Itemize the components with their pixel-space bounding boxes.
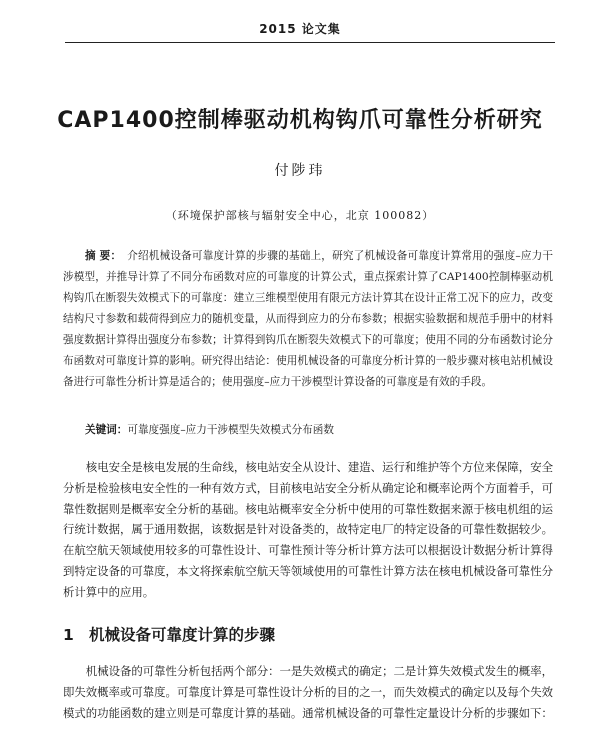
section-number: 1 — [63, 626, 74, 644]
abstract-label: 摘 要： — [85, 250, 122, 262]
keywords-label: 关键词： — [85, 424, 128, 436]
paper-affiliation: （环境保护部核与辐射安全中心，北京 100082） — [165, 209, 435, 222]
section-paragraph: 机械设备的可靠性分析包括两个部分：一是失效模式的确定；二是计算失效模式发生的概率，即失效概率或可靠度。可靠度计算是可靠性设计分析的目的之一，而失效模式的确定以及每个失效模式的功能函数的建立则是可靠度计算的基础。通常机械设备的可靠性定量设计分析的步骤如下： — [63, 664, 553, 720]
keywords-text: 可靠度强度–应力干涉模型失效模式分布函数 — [127, 424, 334, 436]
running-header: 2015 论文集 — [259, 22, 341, 36]
paper-author: 付陟玮 — [274, 163, 326, 179]
keywords-block — [63, 420, 553, 440]
section-heading — [63, 623, 553, 645]
abstract-text: 介绍机械设备可靠度计算的步骤的基础上，研究了机械设备可靠度计算常用的强度–应力干涉模型，并推导计算了不同分布函数对应的可靠度的计算公式，重点探索计算了CAP1400控制棒驱动机构钩爪在断裂失效模式下的可靠度：建立三维模型使用有限元方法计算其在设计正常工况下的应力，改变结构尺寸参数和载荷得到应力的随机变量，从而得到应力的分布参数；根据实验数据和规范手册中的材料强度数据计算得出强度分布参数；计算得到钩爪在断裂失效模式下的可靠度；使用不同的分布函数讨论分布函数对可靠度计算的影响。研究得出结论：使用机械设备的可靠度分析计算的一般步骤对核电站机械设备进行可靠性分析计算是适合的；使用强度–应力干涉模型计算设备的可靠度是有效的手段。 — [63, 250, 553, 388]
header-rule — [65, 42, 555, 43]
abstract-block — [63, 246, 553, 393]
paper-title: CAP1400控制棒驱动机构钩爪可靠性分析研究 — [57, 108, 543, 133]
section-title: 机械设备可靠度计算的步骤 — [89, 626, 276, 644]
intro-paragraph: 核电安全是核电发展的生命线，核电站安全从设计、建造、运行和维护等个方位来保障，安全分析是检验核电安全性的一种有效方式，目前核电站安全分析从确定论和概率论两个方面着手，可靠性数据则是概率安全分析的基础。核电站概率安全分析中使用的可靠性数据来源于核电机组的运行统计数据，属于通用数据，该数据是针对设备类的，故特定电厂的特定设备的可靠性数据较少。在航空航天领域使用较多的可靠性设计、可靠性预计等分析计算方法可以根据设计数据分析计算得到特定设备的可靠度，本文将探索航空航天等领域使用的可靠性计算方法在核电机械设备可靠性分析计算中的应用。 — [63, 460, 553, 599]
